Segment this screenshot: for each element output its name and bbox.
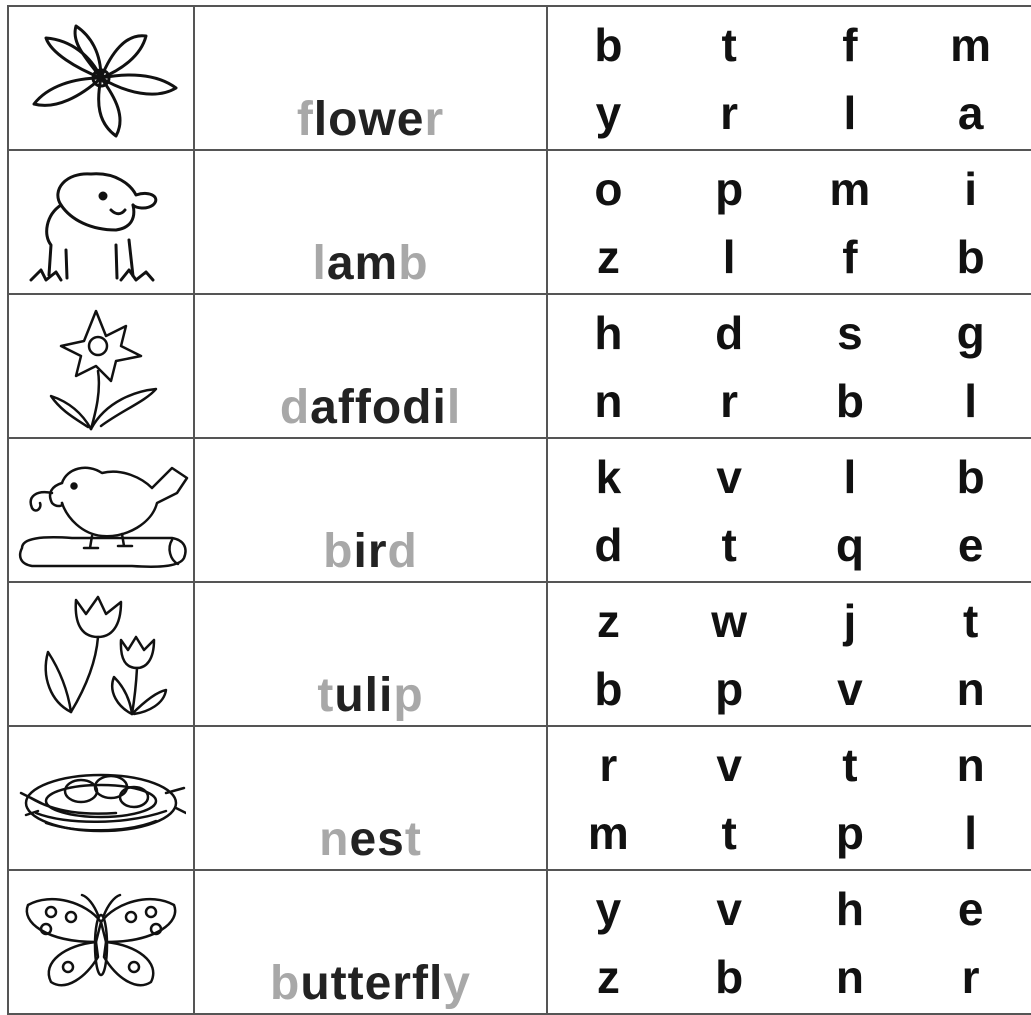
word-middle: utterfl <box>300 957 444 1010</box>
letter-choices <box>547 582 1031 726</box>
letter-choice[interactable]: t <box>721 19 737 71</box>
letter-choice[interactable]: t <box>962 595 979 647</box>
letter-choice[interactable]: d <box>594 519 623 571</box>
letter-choice[interactable]: f <box>842 19 858 71</box>
letter-choice[interactable]: l <box>964 807 978 859</box>
letter-choice[interactable]: o <box>594 163 623 215</box>
flower-icon <box>16 18 186 138</box>
letter-choice[interactable]: a <box>957 87 984 139</box>
word-last-letter: t <box>404 813 422 866</box>
word-first-letter: f <box>296 93 314 146</box>
letter-choice[interactable]: t <box>721 519 737 571</box>
letter-choice[interactable]: v <box>716 451 742 503</box>
picture-cell <box>8 582 194 726</box>
letter-choice[interactable]: b <box>594 19 623 71</box>
letter-row-top <box>548 443 1031 511</box>
letter-row-bottom <box>548 367 1031 435</box>
word-first-letter: n <box>319 813 350 866</box>
letter-choice[interactable]: l <box>843 87 857 139</box>
letter-choice[interactable]: n <box>956 739 985 791</box>
letter-choices <box>547 870 1031 1014</box>
table-row <box>8 726 1031 870</box>
letter-choice[interactable]: r <box>961 951 980 1003</box>
word-cell <box>194 438 547 582</box>
letter-choice[interactable]: m <box>587 807 629 859</box>
worksheet <box>7 5 1031 1010</box>
letter-choice[interactable]: g <box>956 307 985 359</box>
letter-choice[interactable]: r <box>720 87 739 139</box>
table-row <box>8 582 1031 726</box>
table-row <box>8 870 1031 1014</box>
word-cell <box>194 294 547 438</box>
word-last-letter: y <box>443 957 471 1010</box>
letter-choices <box>547 294 1031 438</box>
picture-cell <box>8 6 194 150</box>
letter-choice[interactable]: v <box>837 663 863 715</box>
word-middle: affodi <box>310 381 447 434</box>
word-middle: lowe <box>313 93 425 146</box>
letter-choice[interactable]: k <box>595 451 622 503</box>
letter-choice[interactable]: b <box>956 451 985 503</box>
letter-row-top <box>548 875 1031 943</box>
word-middle: uli <box>334 669 394 722</box>
letter-row-top <box>548 11 1031 79</box>
picture-cell <box>8 438 194 582</box>
letter-choice[interactable]: r <box>720 375 739 427</box>
bird-icon <box>12 448 190 573</box>
letter-row-bottom <box>548 943 1031 1011</box>
word-cell <box>194 582 547 726</box>
letter-choice[interactable]: t <box>842 739 858 791</box>
letter-choice[interactable]: e <box>957 519 984 571</box>
letter-choice[interactable]: p <box>715 663 744 715</box>
letter-choice[interactable]: n <box>594 375 623 427</box>
letter-choice[interactable]: l <box>843 451 857 503</box>
picture-cell <box>8 150 194 294</box>
word-first-letter: t <box>317 669 335 722</box>
lamb-icon <box>21 160 181 285</box>
letter-choice[interactable]: v <box>716 739 742 791</box>
letter-choice[interactable]: p <box>835 807 864 859</box>
letter-row-bottom <box>548 223 1031 291</box>
butterfly-icon <box>16 887 186 997</box>
letter-row-bottom <box>548 511 1031 579</box>
word-middle: es <box>349 813 405 866</box>
letter-row-bottom <box>548 79 1031 147</box>
letter-choice[interactable]: h <box>835 883 864 935</box>
word-first-letter: l <box>312 237 327 290</box>
letter-row-top <box>548 731 1031 799</box>
letter-choice[interactable]: z <box>596 231 620 283</box>
picture-cell <box>8 726 194 870</box>
letter-choice[interactable]: e <box>957 883 984 935</box>
word-cell <box>194 6 547 150</box>
word-first-letter: b <box>269 957 301 1010</box>
table-row <box>8 6 1031 150</box>
letter-choice[interactable]: y <box>595 883 622 935</box>
word-last-letter: d <box>387 525 418 578</box>
letter-choice[interactable]: b <box>715 951 744 1003</box>
tulip-icon <box>26 592 176 717</box>
letter-choice[interactable]: m <box>829 163 871 215</box>
word-cell <box>194 150 547 294</box>
letter-choice[interactable]: n <box>835 951 864 1003</box>
table-row <box>8 150 1031 294</box>
word-middle: ir <box>353 525 388 578</box>
letter-choice[interactable]: q <box>835 519 864 571</box>
letter-choice[interactable]: w <box>711 595 748 647</box>
letter-choice[interactable]: b <box>956 231 985 283</box>
letter-choice[interactable]: z <box>596 595 620 647</box>
letter-choice[interactable]: y <box>595 87 622 139</box>
nest-icon <box>16 753 186 843</box>
letter-choice[interactable]: f <box>842 231 858 283</box>
letter-choice[interactable]: j <box>843 595 857 647</box>
letter-choice[interactable]: i <box>964 163 978 215</box>
letter-choices <box>547 150 1031 294</box>
worksheet-table <box>7 5 1031 1015</box>
letter-choice[interactable]: h <box>594 307 623 359</box>
letter-choice[interactable]: n <box>956 663 985 715</box>
word-first-letter: b <box>323 525 354 578</box>
table-row <box>8 438 1031 582</box>
word-cell <box>194 870 547 1014</box>
letter-choice[interactable]: p <box>715 163 744 215</box>
letter-row-bottom <box>548 655 1031 723</box>
picture-cell <box>8 294 194 438</box>
letter-choice[interactable]: r <box>599 739 618 791</box>
word-first-letter: d <box>279 381 311 434</box>
letter-choice[interactable]: b <box>835 375 864 427</box>
word-last-letter: l <box>446 381 462 434</box>
letter-choice[interactable]: b <box>594 663 623 715</box>
table-row <box>8 294 1031 438</box>
letter-choice[interactable]: l <box>722 231 736 283</box>
letter-choice[interactable]: z <box>596 951 620 1003</box>
daffodil-icon <box>26 301 176 431</box>
letter-choices <box>547 6 1031 150</box>
letter-choices <box>547 726 1031 870</box>
word-cell <box>194 726 547 870</box>
word-last-letter: r <box>424 93 445 146</box>
word-last-letter: b <box>398 237 429 290</box>
letter-choice[interactable]: v <box>716 883 742 935</box>
letter-row-bottom <box>548 799 1031 867</box>
letter-choice[interactable]: d <box>715 307 744 359</box>
letter-row-top <box>548 587 1031 655</box>
word-middle: am <box>326 237 399 290</box>
letter-choices <box>547 438 1031 582</box>
letter-row-top <box>548 299 1031 367</box>
letter-choice[interactable]: s <box>837 307 863 359</box>
picture-cell <box>8 870 194 1014</box>
letter-choice[interactable]: l <box>964 375 978 427</box>
letter-choice[interactable]: t <box>721 807 737 859</box>
letter-choice[interactable]: m <box>950 19 992 71</box>
word-last-letter: p <box>393 669 424 722</box>
letter-row-top <box>548 155 1031 223</box>
